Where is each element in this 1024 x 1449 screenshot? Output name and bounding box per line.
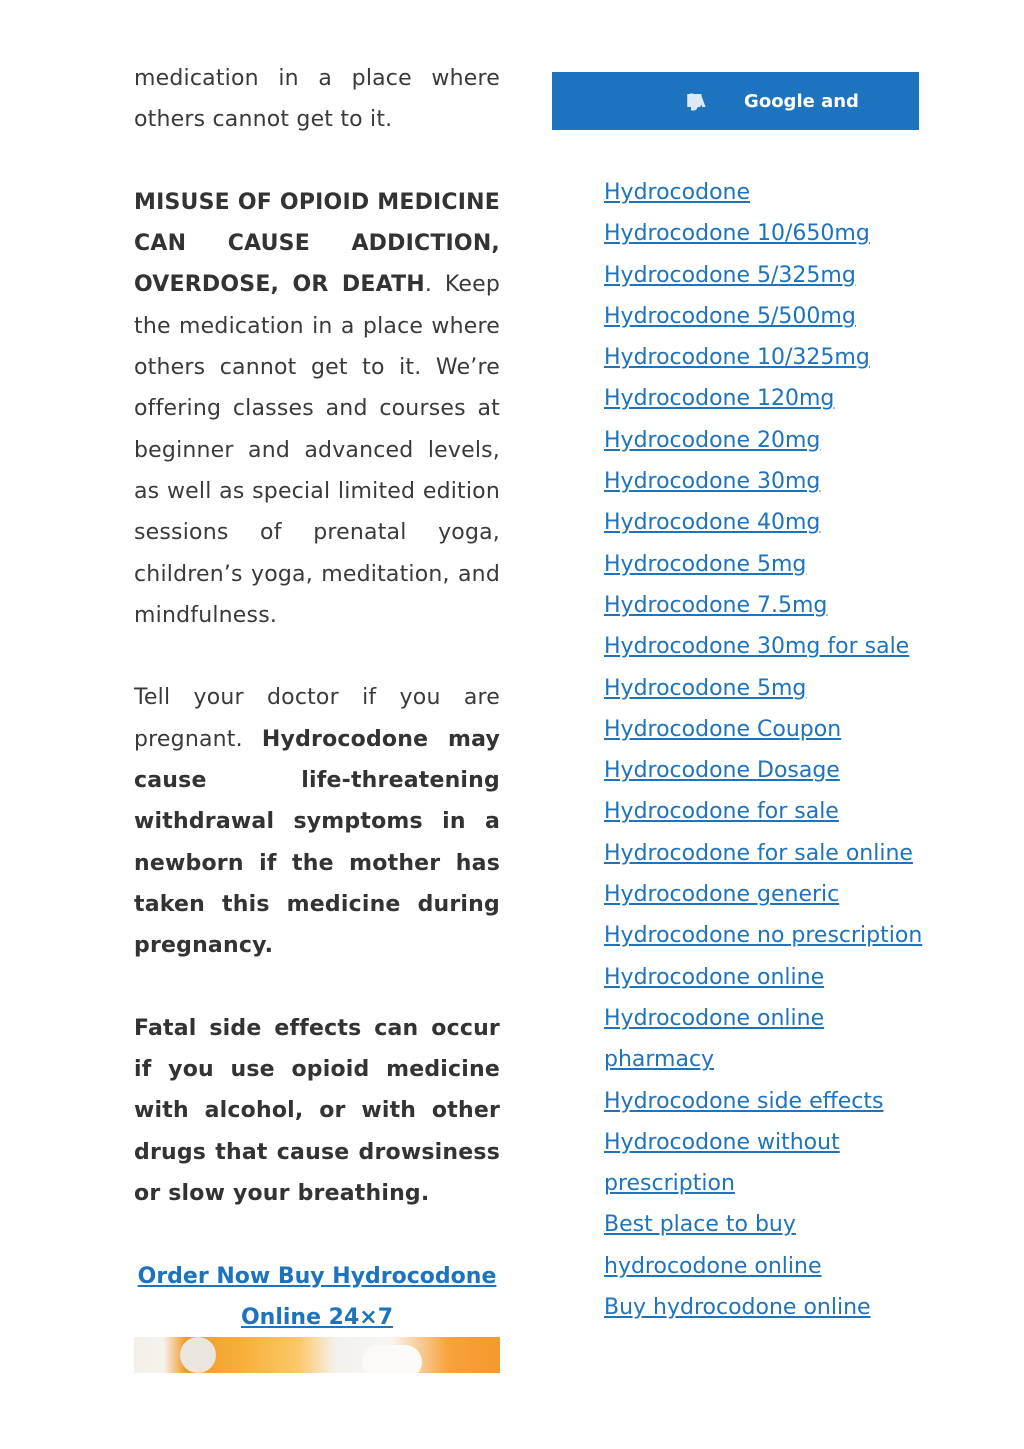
sidebar-link-item	[604, 1122, 924, 1205]
sidebar-link[interactable]: Hydrocodone Dosage	[604, 758, 840, 784]
sidebar-link[interactable]: Hydrocodone 10/650mg	[604, 221, 870, 247]
article-paragraph-2	[134, 182, 500, 636]
top-search-button-label: Google and	[744, 90, 859, 112]
sidebar-link-item	[604, 709, 924, 750]
sidebar-link[interactable]: Best place to buy hydrocodone online	[604, 1212, 822, 1279]
pregnancy-warning-bold: Hydrocodone may cause life-threatening withdrawal symptoms in a newborn if the mother has taken this medicine during pregnancy.	[134, 726, 500, 959]
sidebar-link[interactable]: Hydrocodone	[604, 180, 751, 205]
sidebar-link[interactable]: Hydrocodone 5mg	[604, 675, 807, 701]
sidebar-link[interactable]: Hydrocodone 120mg	[604, 386, 835, 412]
top-search-button-overlay-text: Top Search Buy USA	[689, 90, 695, 112]
sidebar-link[interactable]: Hydrocodone 40mg	[604, 510, 821, 536]
bottle-cap-shape	[180, 1337, 216, 1373]
sidebar-link-item	[604, 461, 924, 502]
sidebar-link-item	[604, 585, 924, 626]
sidebar-link[interactable]: Hydrocodone 5/325mg	[604, 262, 856, 288]
sidebar-link[interactable]: Hydrocodone side effects	[604, 1088, 884, 1114]
sidebar-link-item	[604, 1204, 924, 1287]
sidebar-link-item	[604, 544, 924, 585]
sidebar-link[interactable]: Hydrocodone for sale online	[604, 840, 913, 866]
sidebar-link[interactable]: Hydrocodone no prescription	[604, 923, 923, 949]
sidebar-link-item	[604, 998, 924, 1081]
sidebar-link[interactable]: Hydrocodone Coupon	[604, 716, 842, 742]
sidebar-link[interactable]: Hydrocodone 30mg for sale	[604, 634, 910, 660]
paragraph-gap	[134, 967, 500, 1008]
sidebar-link[interactable]: Hydrocodone online pharmacy	[604, 1005, 825, 1073]
sidebar-link[interactable]: Hydrocodone online	[604, 964, 825, 990]
sidebar-link-item	[604, 502, 924, 543]
sidebar-link-item	[604, 172, 924, 213]
sidebar-link-item	[604, 668, 924, 709]
sidebar-link[interactable]: Hydrocodone 5mg	[604, 551, 807, 577]
sidebar-link-item	[604, 337, 924, 378]
sidebar-link-item	[604, 213, 924, 254]
pregnancy-plain-text: Tell your doctor if you are pregnant.	[134, 685, 500, 752]
medicine-bottles-image	[134, 1337, 500, 1373]
sidebar-link-item	[604, 750, 924, 791]
sidebar-link[interactable]: Hydrocodone 7.5mg	[604, 592, 828, 618]
sidebar-link-item	[604, 833, 924, 874]
sidebar-link[interactable]: Hydrocodone 10/325mg	[604, 345, 870, 371]
sidebar-link-item	[604, 626, 924, 667]
sidebar-link-item	[604, 378, 924, 419]
sidebar-link-item	[604, 420, 924, 461]
sidebar-link-item	[604, 296, 924, 337]
sidebar-link[interactable]: Hydrocodone 30mg	[604, 469, 821, 495]
sidebar-link-item	[604, 1081, 924, 1122]
sidebar-link-item	[604, 1287, 924, 1328]
paragraph-gap	[134, 141, 500, 182]
sidebar-link-item	[604, 915, 924, 956]
sidebar-link[interactable]: Hydrocodone for sale	[604, 799, 839, 825]
pill-shape	[362, 1345, 422, 1373]
paragraph-gap	[134, 1214, 500, 1255]
article-body	[134, 58, 500, 1338]
sidebar-link[interactable]: Hydrocodone generic	[604, 882, 840, 908]
top-search-button[interactable]	[552, 72, 919, 130]
sidebar-link-list	[604, 172, 924, 1328]
misuse-warning-bold: MISUSE OF OPIOID MEDICINE CAN CAUSE ADDICTION, OVERDOSE, OR DEATH	[134, 189, 500, 298]
article-paragraph-1: medication in a place where others cannot get to it.	[134, 66, 500, 133]
order-now-link[interactable]: Order Now Buy Hydrocodone Online 24×7	[137, 1263, 497, 1330]
misuse-warning-rest: . Keep the medication in a place where others cannot get to it. We’re offering classes and courses at beginner and advanced levels, as well as special limited edition sessions of prenatal yoga, children’s yoga, meditation, and mindfulness.	[134, 272, 500, 628]
article-paragraph-4	[134, 1008, 500, 1214]
sidebar-link-item	[604, 791, 924, 832]
sidebar-link[interactable]: Buy hydrocodone online	[604, 1295, 871, 1321]
article-paragraph-3	[134, 677, 500, 966]
sidebar-link-item	[604, 957, 924, 998]
sidebar-link[interactable]: Hydrocodone 5/500mg	[604, 303, 856, 329]
sidebar-link[interactable]: Hydrocodone without prescription	[604, 1129, 840, 1197]
fatal-side-effects-bold: Fatal side effects can occur if you use opioid medicine with alcohol, or with other drugs that cause drowsiness or slow your breathing.	[134, 1015, 500, 1207]
sidebar-link[interactable]: Hydrocodone 20mg	[604, 427, 821, 453]
sidebar	[552, 72, 923, 1321]
sidebar-link-item	[604, 255, 924, 296]
sidebar-link-item	[604, 874, 924, 915]
top-search-button-overlay	[552, 72, 919, 130]
paragraph-gap	[134, 636, 500, 677]
